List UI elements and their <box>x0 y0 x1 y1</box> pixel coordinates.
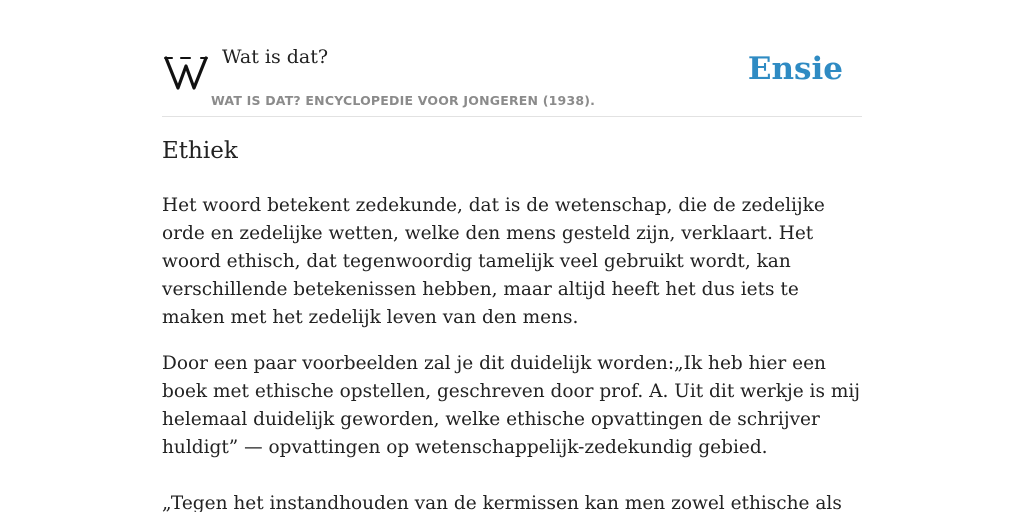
article-paragraph: Het woord betekent zedekunde, dat is de wetenschap, die de zedelijke orde en zedelijke wetten, welke den mens gesteld zijn, verklaart. Het woord ethisch, dat tegenwoordig tamelijk veel gebruikt wordt, kan verschillende betekenissen hebben, maar altijd heeft het dus iets te maken met het zedelijk leven van den mens. <box>162 195 825 328</box>
article-paragraph: Door een paar voorbeelden zal je dit duidelijk worden:„Ik heb hier een boek met ethische opstellen, geschreven door prof. A. Uit dit werkje is mij helemaal duidelijk geworden, welke ethische opvattingen de schrijver huldigt” — opvattingen op wetenschappelijk-zedekundig gebied. <box>162 353 861 458</box>
article-body <box>162 192 862 512</box>
article-paragraph: „Tegen het instandhouden van de kermissen kan men zowel ethische als <box>162 493 842 512</box>
wikipedia-w-icon[interactable] <box>164 50 208 94</box>
source-header <box>162 40 862 117</box>
page <box>162 0 862 512</box>
ensie-logo-link[interactable]: Ensie <box>747 51 843 87</box>
source-subtitle: WAT IS DAT? ENCYCLOPEDIE VOOR JONGEREN (1938). <box>211 93 596 108</box>
source-title[interactable]: Wat is dat? <box>222 46 329 68</box>
article-title: Ethiek <box>162 138 238 164</box>
